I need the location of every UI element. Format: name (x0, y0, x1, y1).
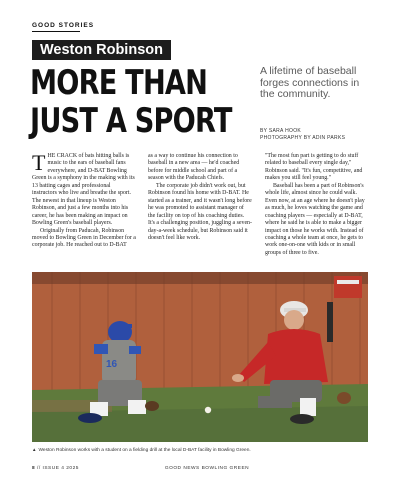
article-body (32, 150, 370, 271)
page-footer (32, 466, 368, 474)
issue-label: // ISSUE 4 2025 (35, 466, 79, 471)
headline-line-1: MORE THAN (30, 63, 208, 103)
page-number: 8 (32, 466, 36, 471)
paragraph: Baseball has been a part of Robinson's whole life, almost since he could walk. Even now, at an age where he doesn't play as much, he loves watching the game and coaching players — especially at D-BAT, where he said he is able to make a bigger impact on those he works with. Instead of coaching a whole team at once, he gets to work one-on-one with kids or in small groups of three to five. (265, 182, 365, 256)
feature-photo (32, 272, 368, 442)
article-column-2 (148, 153, 252, 242)
name-banner: Weston Robinson (32, 40, 171, 60)
footer-issue (32, 466, 79, 471)
paragraph: "The most fun part is getting to do stuff related to baseball every single day," Robinson said. "It's fun, competitive, and makes you still feel young." (265, 153, 363, 182)
section-label: GOOD STORIES (32, 22, 95, 29)
caption-marker-icon: ▲ (32, 447, 37, 452)
paragraph-text: HE CRACK of bats hitting balls is music to the ears of baseball fans everywhere, and D-BAT Bowling Green is a symphony in the making with its 13 batting cages and professional instructors who live and breathe the sport. The newest in that lineup is Weston Robinson, and just a few months into his career, he has been making an impact on Bowling Green's baseball players. (32, 153, 135, 227)
drop-cap: T (32, 150, 46, 175)
jersey-number: 16 (106, 359, 118, 370)
photo-caption (32, 447, 368, 453)
byline-writer: BY SARA HOOK (260, 128, 302, 134)
paragraph: Originally from Paducah, Robinson moved to Bowling Green in December for a corporate job. He reached out to D-BAT (32, 227, 136, 249)
section-rule (32, 31, 80, 32)
dek: A lifetime of baseball forges connections in the community. (260, 65, 360, 100)
article-column-3 (265, 153, 369, 257)
byline-photographer: PHOTOGRAPHY BY ADIN PARKS (260, 135, 346, 141)
paragraph: as a way to continue his connection to baseball in a new area — he'd coached before for middle school and part of a season with the Paducah Chiefs. (148, 153, 240, 182)
paragraph (32, 150, 136, 228)
headline-line-2: JUST A SPORT (30, 101, 232, 141)
publication-name: GOOD NEWS BOWLING GREEN (164, 466, 250, 471)
paragraph: The corporate job didn't work out, but Robinson found his home with D-BAT. He started as a trainer, and it wasn't long before he was promoted to assistant manager of the facility on top of his coaching duties. It's a challenging position, juggling a seven-day-a-week schedule, but Robinson said it doesn't feel like work. (148, 182, 252, 241)
caption-text: Weston Robinson works with a student on a fielding drill at the local D-BAT facility in Bowling Green. (38, 448, 251, 453)
article-column-1 (32, 150, 136, 250)
credits (260, 128, 380, 142)
headline (30, 63, 232, 141)
photo-illustration (32, 272, 368, 442)
